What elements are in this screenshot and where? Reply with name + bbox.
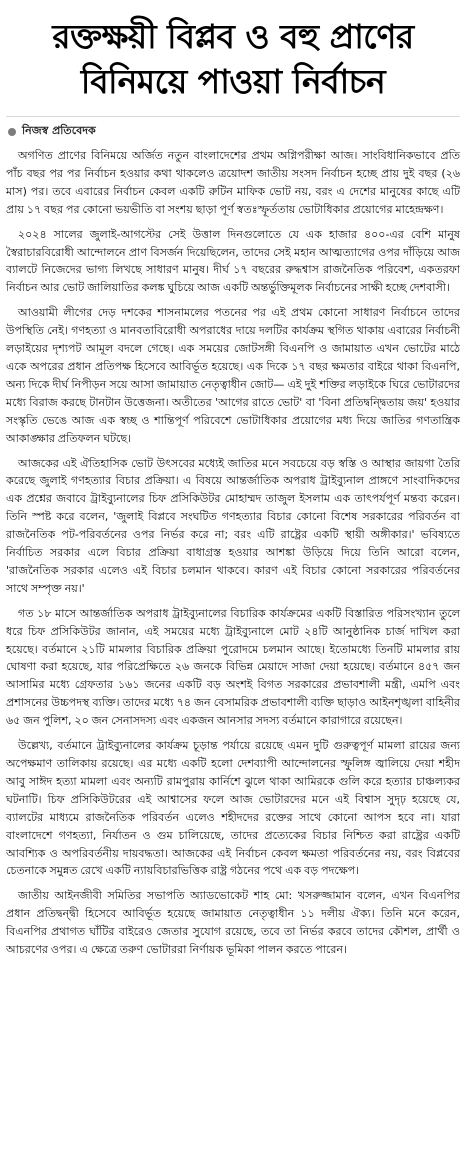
article-paragraph: আওয়ামী লীগের দেড় দশকের শাসনামলের পতনের পর এই প্রথম কোনো সাধারণ নির্বাচনে তাদের উপস্থিতি নেই। গণহত্যা ও মানবতাবিরোধী অপরাধের দায়ে দলটির কার্যক্রম স্থগিত থাকায় এবারের নির্বাচনী লড়াইয়ের দৃশ্যপট আমূল বদলে গেছে। এক সময়ের জোটসঙ্গী বিএনপি ও জামায়াত এখন ভোটের মাঠে একে অপরের প্রধান প্রতিপক্ষ হিসেবে আবির্ভূত হয়েছে। এক দিকে ১৭ বছর ক্ষমতার বাইরে থাকা বিএনপি, অন্য দিকে দীর্ঘ নিপীড়ন সয়ে আসা জামায়াত নেতৃত্বাধীন জোট— এই দুই শক্তির লড়াইকে ঘিরে ভোটারদের মধ্যে বিরাজ করছে টানটান উত্তেজনা। অতীতের 'আগের রাতে ভোট' বা 'বিনা প্রতিদ্বন্দ্বিতায় জয়' হওয়ার সংস্কৃতি ভেঙে আজ এক স্বচ্ছ ও শান্তিপূর্ণ পরিবেশে ভোটাধিকার প্রয়োগের মধ্য দিয়ে জাতির গণতান্ত্রিক আকাঙ্ক্ষার প্রতিফলন ঘটছে। [6, 306, 460, 445]
article-paragraph: ২০২৪ সালের জুলাই-আগস্টের সেই উত্তাল দিনগুলোতে যে এক হাজার ৪০০-এর বেশি মানুষ স্বৈরাচারবিরোধী আন্দোলনে প্রাণ বিসর্জন দিয়েছিলেন, তাদের সেই মহান আত্মত্যাগের ওপর দাঁড়িয়ে আজ ব্যালটে নিজেদের ভাগ্য লিখছে সাধারণ মানুষ। দীর্ঘ ১৭ বছরের রুদ্ধশ্বাস রাজনৈতিক পরিবেশ, একতরফা নির্বাচন আর ভোট জালিয়াতির কলঙ্ক ঘুচিয়ে আজ একটি অন্তর্ভুক্তিমূলক নির্বাচনের সাক্ষী হচ্ছে দেশবাসী। [6, 227, 460, 295]
byline-text: নিজস্ব প্রতিবেদক [22, 124, 96, 137]
byline [6, 116, 460, 145]
bullet-icon [8, 128, 16, 136]
article-paragraph: জাতীয় আইনজীবী সমিতির সভাপতি অ্যাডভোকেট শাহ মো: খসরুজ্জামান বলেন, এখন বিএনপির প্রধান প্রতিদ্বন্দ্বী হিসেবে আবির্ভূত হয়েছে জামায়াত নেতৃত্বাধীন ১১ দলীয় ঐক্য। তিনি মনে করেন, বিএনপির প্রথাগত ঘাঁটির বাইরেও জেতার সুযোগ রয়েছে, তবে তা নির্ভর করবে তাদের কৌশল, প্রার্থী ও আচরণের ওপর। এ ক্ষেত্রে তরুণ ভোটাররা নির্ণায়ক ভূমিকা পালন করতে পারেন। [6, 889, 460, 957]
article-paragraph: আজকের এই ঐতিহাসিক ভোট উৎসবের মধ্যেই জাতির মনে সবচেয়ে বড় স্বস্তি ও আস্থার জায়গা তৈরি করেছে জুলাই গণহত্যার বিচার প্রক্রিয়া। এ বিষয়ে আন্তর্জাতিক অপরাধ ট্রাইব্যুনাল প্রাঙ্গণে সাংবাদিকদের এক প্রশ্নের জবাবে ট্রাইব্যুনালের চিফ প্রসিকিউটর মোহাম্মদ তাজুল ইসলাম এক তাৎপর্যপূর্ণ মন্তব্য করেন। তিনি স্পষ্ট করে বলেন, 'জুলাই বিপ্লবে সংঘটিত গণহত্যার বিচার কোনো বিশেষ সরকারের পরিবর্তন বা রাজনৈতিক পট-পরিবর্তনের ওপর নির্ভর করে না; বরং এটি রাষ্ট্রের একটি স্থায়ী অঙ্গীকার।' ভবিষ্যতে নির্বাচিত সরকার এলে বিচার প্রক্রিয়া বাধাগ্রস্ত হওয়ার আশঙ্কা উড়িয়ে দিয়ে তিনি আরো বলেন, 'রাজনৈতিক সরকার এলেও এই বিচার চলমান থাকবে। কারণ এই বিচার কোনো সরকারের পরিবর্তনের সাথে সম্পৃক্ত নয়।' [6, 456, 460, 595]
article-body [6, 147, 460, 959]
headline-line-1: রক্তক্ষয়ী বিপ্লব ও বহু প্রাণের [52, 17, 414, 56]
article-paragraph: গত ১৮ মাসে আন্তর্জাতিক অপরাধ ট্রাইব্যুনালের বিচারিক কার্যক্রমের একটি বিস্তারিত পরিসংখ্যান তুলে ধরে চিফ প্রসিকিউটর জানান, এই সময়ের মধ্যে ট্রাইব্যুনালে মোট ২৪টি আনুষ্ঠানিক চার্জ দাখিল করা হয়েছে। বর্তমানে ২১টি মামলার বিচারিক প্রক্রিয়া পুরোদমে চলমান আছে। ইতোমধ্যে তিনটি মামলার রায় ঘোষণা করা হয়েছে, যার পরিপ্রেক্ষিতে ২৬ জনকে বিভিন্ন মেয়াদে সাজা দেয়া হয়েছে। বর্তমানে ৪৫৭ জন আসামির মধ্যে গ্রেফতার ১৬১ জনের একটি বড় অংশই বিগত সরকারের প্রভাবশালী মন্ত্রী, এমপি এবং প্রশাসনের উচ্চপদস্থ ব্যক্তি। তাদের মধ্যে ৭৪ জন বেসামরিক প্রভাবশালী ব্যক্তি ছাড়াও আইনশৃঙ্খলা বাহিনীর ৬৫ জন পুলিশ, ২০ জন সেনাসদস্য এবং একজন আনসার সদস্য বর্তমানে কারাগারে রয়েছেন। [6, 606, 460, 728]
headline [6, 0, 460, 104]
headline-line-2: বিনিময়ে পাওয়া নির্বাচন [80, 62, 386, 101]
article-paragraph: উল্লেখ্য, বর্তমানে ট্রাইব্যুনালের কার্যক্রম চূড়ান্ত পর্যায়ে রয়েছে এমন দুটি গুরুত্বপূর্ণ মামলা রায়ের জন্য অপেক্ষমাণ তালিকায় রয়েছে। এর মধ্যে একটি হলো দেশব্যাপী আন্দোলনের স্ফুলিঙ্গ জ্বালিয়ে দেয়া শহীদ আবু সাঈদ হত্যা মামলা এবং অন্যটি রামপুরায় কার্নিশে ঝুলে থাকা আমিরকে গুলি করে হত্যার চাঞ্চল্যকর ঘটনাটি। চিফ প্রসিকিউটরের এই আশ্বাসের ফলে আজ ভোটারদের মনে এই বিশ্বাস সুদৃঢ় হয়েছে যে, ব্যালটের মাধ্যমে রাজনৈতিক পরিবর্তন এলেও শহীদদের রক্তের সাথে কোনো আপস হবে না। যারা বাংলাদেশে গণহত্যা, নির্যাতন ও গুম চালিয়েছে, তাদের প্রত্যেকের বিচার নিশ্চিত করা রাষ্ট্রের একটি আবশ্যিক ও অপরিবর্তনীয় দায়বদ্ধতা। আজকের এই নির্বাচন কেবল ক্ষমতা পরিবর্তনের নয়, বরং বিপ্লবের চেতনাকে সমুন্নত রেখে একটি ন্যায়বিচারভিত্তিক রাষ্ট্র গঠনের পথে এক বড় পদক্ষেপ। [6, 739, 460, 878]
article-paragraph: অগণিত প্রাণের বিনিময়ে অর্জিত নতুন বাংলাদেশের প্রথম অগ্নিপরীক্ষা আজ। সাংবিধানিকভাবে প্রতি পাঁচ বছর পর পর নির্বাচন হওয়ার কথা থাকলেও ত্রয়োদশ জাতীয় সংসদ নির্বাচন হচ্ছে প্রায় দুই বছর (২৬ মাস) পর। তবে এবারের নির্বাচন কেবল একটি রুটিন মাফিক ভোট নয়, বরং এ দেশের মানুষের কাছে এটি প্রায় ১৭ বছর পর কোনো ভয়ভীতি বা সংশয় ছাড়া পূর্ণ স্বতঃস্ফূর্ততায় ভোটাধিকার প্রয়োগের মাহেন্দ্রক্ষণ। [6, 149, 460, 216]
